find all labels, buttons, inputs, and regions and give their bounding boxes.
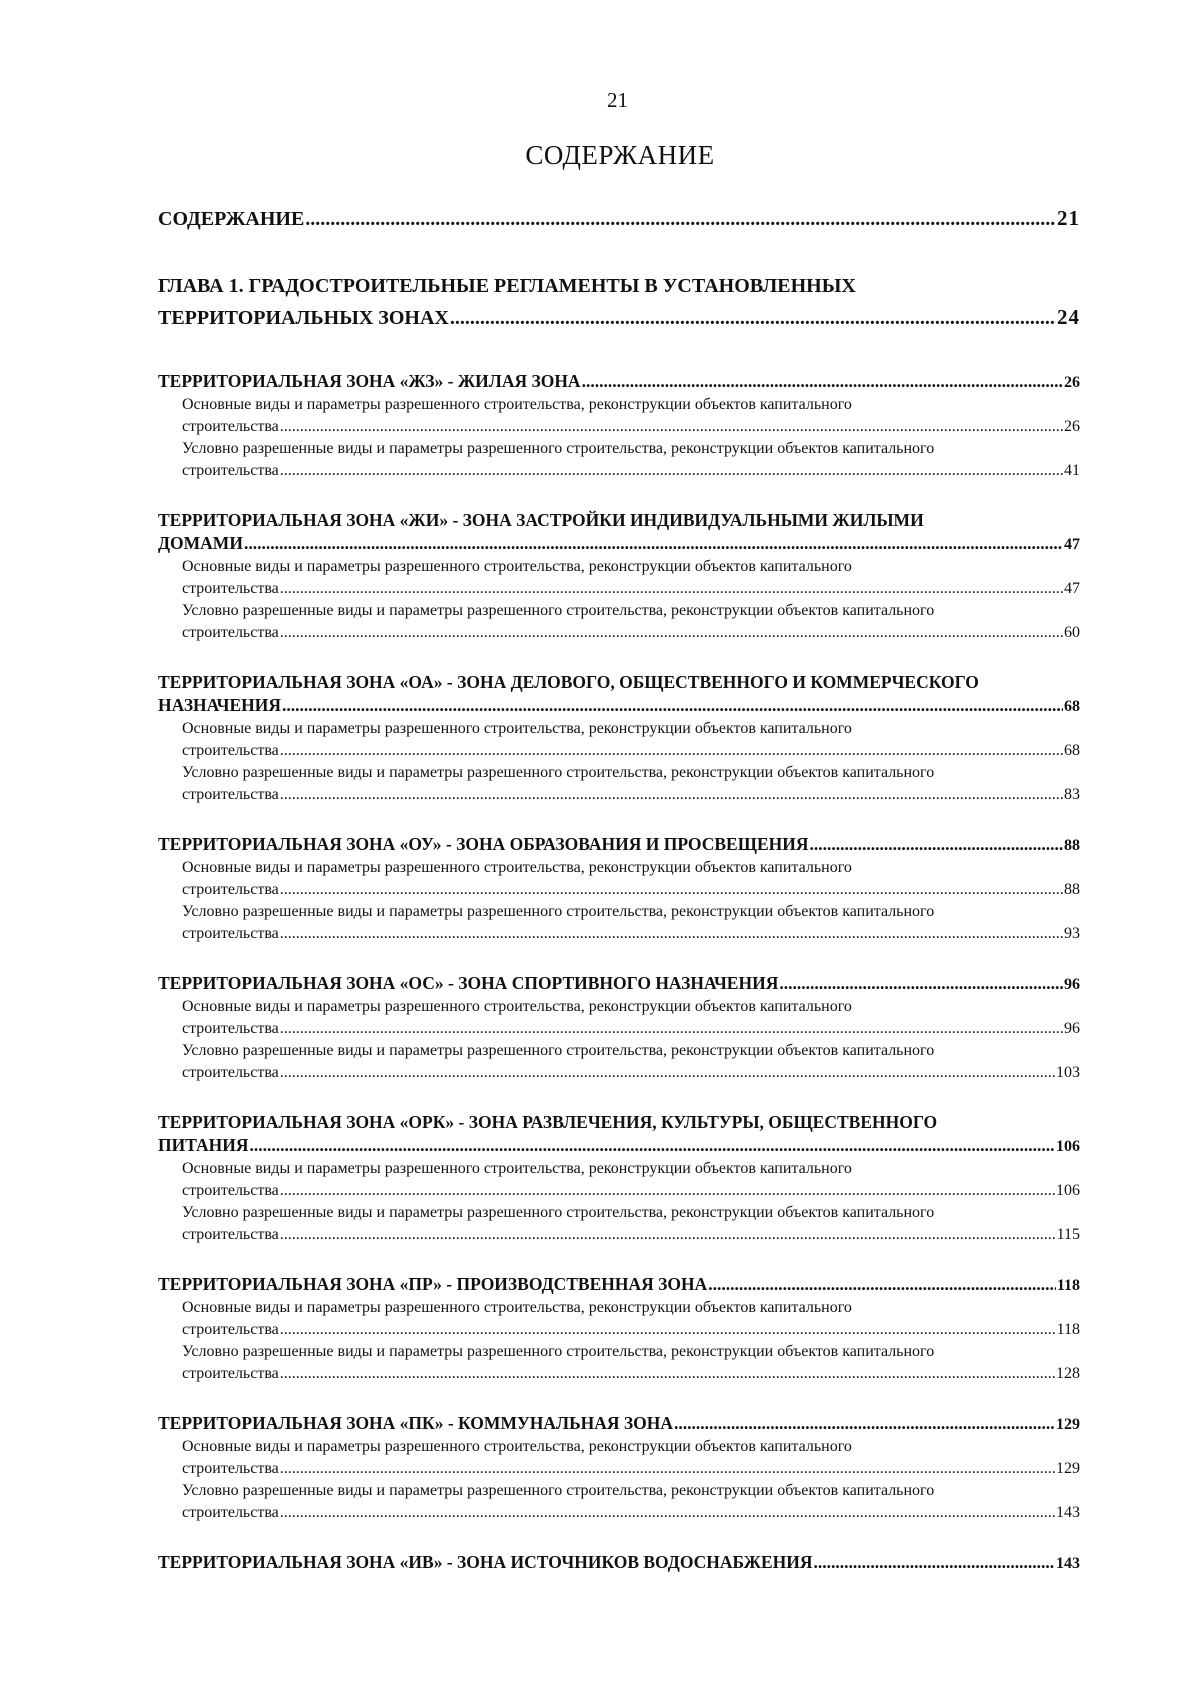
toc-zone-entry: [158, 1273, 1080, 1385]
dot-leader: [280, 784, 1063, 806]
toc-subentry-last-line: [182, 578, 1080, 600]
dot-leader: [244, 532, 1063, 555]
toc-page-number: 83: [1064, 786, 1080, 803]
toc-page-number: 47: [1064, 536, 1080, 553]
toc-zone-heading-last-line: [158, 1134, 1080, 1158]
toc-chapter-entry[interactable]: [158, 271, 1080, 334]
dot-leader: [282, 694, 1063, 717]
toc-subentry-last-line: [182, 1502, 1080, 1524]
toc-page-number: 60: [1064, 624, 1080, 641]
toc-zone-heading-text: ТЕРРИТОРИАЛЬНАЯ ЗОНА «ИВ» - ЗОНА ИСТОЧНИКОВ ВОДОСНАБЖЕНИЯ: [158, 1552, 813, 1572]
toc-zone-heading-text: ТЕРРИТОРИАЛЬНАЯ ЗОНА «ПК» - КОММУНАЛЬНАЯ ЗОНА: [158, 1413, 674, 1433]
toc-zone-entry: [158, 972, 1080, 1084]
toc-subentry[interactable]: [158, 1436, 1080, 1480]
toc-subentry-first-line: Условно разрешенные виды и параметры разрешенного строительства, реконструкции объектов капитального: [182, 602, 935, 619]
toc-zone-heading-last-line: [158, 370, 1080, 394]
toc-zone-heading-last-line: [158, 972, 1080, 996]
dot-leader: [280, 1319, 1056, 1341]
toc-page-number: 103: [1056, 1064, 1080, 1081]
toc-zone-heading[interactable]: [158, 1273, 1080, 1297]
toc-zone-heading[interactable]: [158, 370, 1080, 394]
toc-subentry[interactable]: [158, 1480, 1080, 1524]
toc-zone-heading-first-line: ТЕРРИТОРИАЛЬНАЯ ЗОНА «ОРК» - ЗОНА РАЗВЛЕЧЕНИЯ, КУЛЬТУРЫ, ОБЩЕСТВЕННОГО: [158, 1112, 938, 1132]
toc-subentry-last-line: [182, 784, 1080, 806]
toc-subentry-first-line: Основные виды и параметры разрешенного строительства, реконструкции объектов капитального: [182, 998, 852, 1015]
dot-leader: [280, 740, 1063, 762]
toc-page-number: 68: [1064, 742, 1080, 759]
toc-entry-last-line: [158, 302, 1080, 334]
toc-subentry-text: строительства: [182, 1020, 279, 1037]
toc-subentry-last-line: [182, 416, 1080, 438]
toc-page-number: 68: [1064, 698, 1080, 715]
toc-zone-heading-last-line: [158, 694, 1080, 718]
toc-page-number: 88: [1064, 837, 1080, 854]
toc-subentry-text: строительства: [182, 1460, 279, 1477]
toc-page-number: 118: [1056, 1277, 1080, 1294]
toc-entry-first-line: ГЛАВА 1. ГРАДОСТРОИТЕЛЬНЫЕ РЕГЛАМЕНТЫ В УСТАНОВЛЕННЫХ: [158, 275, 856, 297]
toc-page-number: 106: [1056, 1138, 1080, 1155]
toc-subentry[interactable]: [158, 718, 1080, 762]
toc-page-number: 26: [1064, 418, 1080, 435]
toc-subentry-last-line: [182, 923, 1080, 945]
toc-page-number: 26: [1064, 374, 1080, 391]
toc-zone-entry: [158, 671, 1080, 806]
toc-subentries: [158, 718, 1080, 806]
toc-subentry[interactable]: [158, 1158, 1080, 1202]
toc-subentry-text: строительства: [182, 1064, 279, 1081]
toc-zone-entry: [158, 370, 1080, 482]
toc-subentry-first-line: Условно разрешенные виды и параметры разрешенного строительства, реконструкции объектов капитального: [182, 903, 935, 920]
dot-leader: [280, 1458, 1055, 1480]
dot-leader: [280, 923, 1063, 945]
toc-zone-heading-last-line: [158, 1412, 1080, 1436]
toc-subentry[interactable]: [158, 901, 1080, 945]
toc-subentry-first-line: Условно разрешенные виды и параметры разрешенного строительства, реконструкции объектов капитального: [182, 440, 935, 457]
toc-subentry-last-line: [182, 1458, 1080, 1480]
toc-zone-heading[interactable]: [158, 1412, 1080, 1436]
toc-subentry-text: строительства: [182, 1365, 279, 1382]
toc-zone-heading-text: ДОМАМИ: [158, 533, 243, 553]
toc-subentry-first-line: Условно разрешенные виды и параметры разрешенного строительства, реконструкции объектов капитального: [182, 764, 935, 781]
toc-subentry-last-line: [182, 622, 1080, 644]
toc-zone-heading-text: ТЕРРИТОРИАЛЬНАЯ ЗОНА «ОС» - ЗОНА СПОРТИВНОГО НАЗНАЧЕНИЯ: [158, 973, 779, 993]
toc-zone-heading-text: ТЕРРИТОРИАЛЬНАЯ ЗОНА «ПР» - ПРОИЗВОДСТВЕННАЯ ЗОНА: [158, 1274, 708, 1294]
dot-leader: [280, 1363, 1055, 1385]
toc-zone-entry: [158, 1412, 1080, 1524]
toc-page-number: 106: [1056, 1182, 1080, 1199]
toc-subentry-last-line: [182, 740, 1080, 762]
dot-leader: [280, 879, 1063, 901]
dot-leader: [809, 833, 1063, 856]
toc-page-number: 24: [1057, 305, 1080, 329]
toc-entry-text: ТЕРРИТОРИАЛЬНЫХ ЗОНАХ: [158, 307, 449, 329]
toc-subentry[interactable]: [158, 996, 1080, 1040]
toc-zone-heading[interactable]: [158, 509, 1080, 556]
dot-leader: [280, 416, 1063, 438]
toc-subentry-last-line: [182, 1062, 1080, 1084]
toc-subentry[interactable]: [158, 1297, 1080, 1341]
toc-subentry[interactable]: [158, 762, 1080, 806]
dot-leader: [280, 1224, 1056, 1246]
toc-zone-entry: [158, 509, 1080, 644]
toc-page-number: 143: [1056, 1504, 1080, 1521]
toc-page-number: 21: [1057, 206, 1080, 230]
toc-subentry-last-line: [182, 879, 1080, 901]
toc-subentry-first-line: Основные виды и параметры разрешенного строительства, реконструкции объектов капитального: [182, 859, 852, 876]
toc-entry-text: СОДЕРЖАНИЕ: [158, 208, 305, 230]
toc-subentries: [158, 1297, 1080, 1385]
toc-subentry-first-line: Основные виды и параметры разрешенного строительства, реконструкции объектов капитального: [182, 1438, 852, 1455]
toc-subentry[interactable]: [158, 1040, 1080, 1084]
toc-subentry-text: строительства: [182, 418, 279, 435]
toc-subentry-first-line: Условно разрешенные виды и параметры разрешенного строительства, реконструкции объектов капитального: [182, 1343, 935, 1360]
toc-subentry-first-line: Условно разрешенные виды и параметры разрешенного строительства, реконструкции объектов капитального: [182, 1482, 935, 1499]
toc-zone-entry: [158, 1551, 1080, 1575]
dot-leader: [450, 303, 1056, 334]
toc-subentry-first-line: Основные виды и параметры разрешенного строительства, реконструкции объектов капитального: [182, 1299, 852, 1316]
toc-subentry-last-line: [182, 1224, 1080, 1246]
page-title: СОДЕРЖАНИЕ: [525, 140, 715, 170]
dot-leader: [250, 1134, 1055, 1157]
toc-page-number: 115: [1056, 1226, 1080, 1243]
toc-subentry-last-line: [182, 1319, 1080, 1341]
toc-zone-heading[interactable]: [158, 671, 1080, 718]
toc-zone-heading[interactable]: [158, 1111, 1080, 1158]
toc-subentry-text: строительства: [182, 925, 279, 942]
dot-leader: [280, 1018, 1063, 1040]
toc-page-number: 129: [1056, 1416, 1080, 1433]
toc-zone-heading-last-line: [158, 1551, 1080, 1575]
toc-subentries: [158, 857, 1080, 945]
toc-zone-heading-text: НАЗНАЧЕНИЯ: [158, 695, 282, 715]
toc-zone-heading[interactable]: [158, 833, 1080, 857]
dot-leader: [280, 622, 1063, 644]
toc-subentry[interactable]: [158, 857, 1080, 901]
toc-page-number: 88: [1064, 881, 1080, 898]
toc-subentry-text: строительства: [182, 1504, 279, 1521]
dot-leader: [305, 204, 1056, 235]
table-of-contents: [158, 203, 1080, 1575]
toc-entry-last-line: [158, 203, 1080, 235]
toc-subentry[interactable]: [158, 556, 1080, 600]
toc-subentry-first-line: Условно разрешенные виды и параметры разрешенного строительства, реконструкции объектов капитального: [182, 1042, 935, 1059]
toc-subentry-text: строительства: [182, 1321, 279, 1338]
toc-subentry[interactable]: [158, 394, 1080, 438]
toc-subentry-first-line: Основные виды и параметры разрешенного строительства, реконструкции объектов капитального: [182, 720, 852, 737]
dot-leader: [280, 460, 1063, 482]
dot-leader: [814, 1551, 1056, 1574]
toc-page-number: 47: [1064, 580, 1080, 597]
toc-subentries: [158, 1158, 1080, 1246]
toc-subentry-first-line: Основные виды и параметры разрешенного строительства, реконструкции объектов капитального: [182, 558, 852, 575]
toc-subentry-text: строительства: [182, 742, 279, 759]
toc-subentry-last-line: [182, 460, 1080, 482]
toc-page-number: 118: [1056, 1321, 1080, 1338]
toc-zone-heading-first-line: ТЕРРИТОРИАЛЬНАЯ ЗОНА «ОА» - ЗОНА ДЕЛОВОГО, ОБЩЕСТВЕННОГО И КОММЕРЧЕСКОГО: [158, 672, 979, 692]
toc-subentry-text: строительства: [182, 1182, 279, 1199]
toc-subentry-text: строительства: [182, 881, 279, 898]
toc-chapter-entry[interactable]: [158, 203, 1080, 235]
toc-subentry-last-line: [182, 1363, 1080, 1385]
toc-page-number: 93: [1064, 925, 1080, 942]
dot-leader: [280, 578, 1063, 600]
page-number: 21: [607, 88, 628, 112]
toc-subentry-first-line: Основные виды и параметры разрешенного строительства, реконструкции объектов капитального: [182, 396, 852, 413]
toc-page-number: 41: [1064, 462, 1080, 479]
dot-leader: [280, 1180, 1055, 1202]
toc-subentry-text: строительства: [182, 624, 279, 641]
toc-zone-heading-last-line: [158, 1273, 1080, 1297]
toc-zone-heading-last-line: [158, 532, 1080, 556]
toc-subentry-last-line: [182, 1018, 1080, 1040]
toc-subentries: [158, 1436, 1080, 1524]
toc-zone-heading[interactable]: [158, 972, 1080, 996]
toc-subentry[interactable]: [158, 600, 1080, 644]
toc-page-number: 129: [1056, 1460, 1080, 1477]
toc-page-number: 96: [1064, 1020, 1080, 1037]
toc-subentries: [158, 394, 1080, 482]
toc-subentry-text: строительства: [182, 580, 279, 597]
toc-zone-heading-first-line: ТЕРРИТОРИАЛЬНАЯ ЗОНА «ЖИ» - ЗОНА ЗАСТРОЙКИ ИНДИВИДУАЛЬНЫМИ ЖИЛЫМИ: [158, 510, 924, 530]
toc-subentry-last-line: [182, 1180, 1080, 1202]
toc-subentry[interactable]: [158, 1341, 1080, 1385]
toc-page-number: 128: [1056, 1365, 1080, 1382]
toc-subentry[interactable]: [158, 438, 1080, 482]
dot-leader: [674, 1412, 1055, 1435]
toc-zone-heading-text: ТЕРРИТОРИАЛЬНАЯ ЗОНА «ЖЗ» - ЖИЛАЯ ЗОНА: [158, 371, 581, 391]
dot-leader: [280, 1502, 1055, 1524]
dot-leader: [708, 1273, 1056, 1296]
toc-zone-entry: [158, 833, 1080, 945]
toc-page-number: 143: [1056, 1555, 1080, 1572]
toc-zone-heading-text: ПИТАНИЯ: [158, 1135, 249, 1155]
toc-subentry[interactable]: [158, 1202, 1080, 1246]
toc-subentry-text: строительства: [182, 1226, 279, 1243]
toc-page-number: 96: [1064, 976, 1080, 993]
toc-subentries: [158, 556, 1080, 644]
dot-leader: [582, 370, 1063, 393]
toc-subentry-first-line: Условно разрешенные виды и параметры разрешенного строительства, реконструкции объектов капитального: [182, 1204, 935, 1221]
toc-zone-heading-last-line: [158, 833, 1080, 857]
toc-subentries: [158, 996, 1080, 1084]
toc-zone-entry: [158, 1111, 1080, 1246]
toc-zone-heading[interactable]: [158, 1551, 1080, 1575]
toc-zone-heading-text: ТЕРРИТОРИАЛЬНАЯ ЗОНА «ОУ» - ЗОНА ОБРАЗОВАНИЯ И ПРОСВЕЩЕНИЯ: [158, 834, 809, 854]
toc-subentry-text: строительства: [182, 462, 279, 479]
dot-leader: [280, 1062, 1055, 1084]
dot-leader: [779, 972, 1063, 995]
toc-subentry-text: строительства: [182, 786, 279, 803]
toc-subentry-first-line: Основные виды и параметры разрешенного строительства, реконструкции объектов капитального: [182, 1160, 852, 1177]
